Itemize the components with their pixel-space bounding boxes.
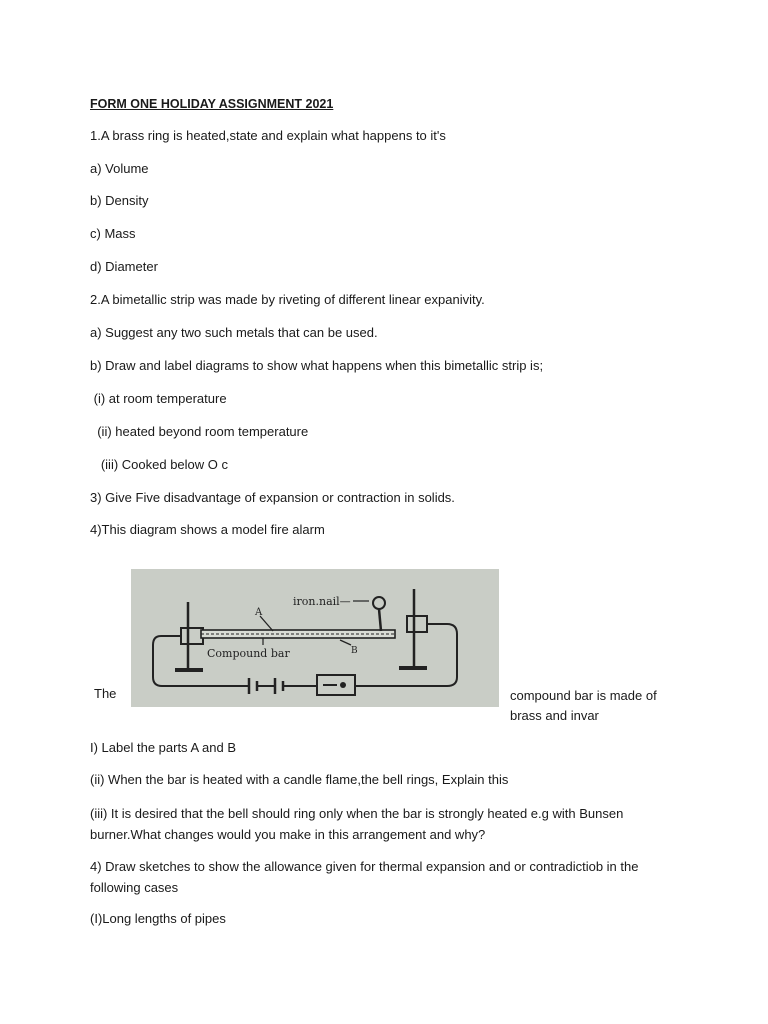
right-clamp: [407, 616, 427, 632]
question-2b-ii: (ii) heated beyond room temperature: [90, 424, 309, 439]
question-1b: b) Density: [90, 193, 149, 208]
bell-gong: [340, 682, 346, 688]
label-a: A: [255, 607, 263, 618]
question-4: 4)This diagram shows a model fire alarm: [90, 522, 325, 537]
pointer-a-line: [260, 616, 273, 631]
question-1: 1.A brass ring is heated,state and explain what happens to it's: [90, 128, 446, 143]
question-1d: d) Diameter: [90, 259, 158, 274]
question-4-iii: (iii) It is desired that the bell should ring only when the bar is strongly heated e.g with Bunsen burner.What changes would you make in this arrangement and why?: [90, 806, 624, 842]
page-title: FORM ONE HOLIDAY ASSIGNMENT 2021: [90, 97, 334, 111]
question-5-i: (I)Long lengths of pipes: [90, 911, 226, 926]
question-2a: a) Suggest any two such metals that can be used.: [90, 325, 378, 340]
pointer-b-line: [340, 640, 351, 645]
question-4-ii: (ii) When the bar is heated with a candle flame,the bell rings, Explain this: [90, 772, 509, 787]
question-2: 2.A bimetallic strip was made by riveting of different linear expanivity.: [90, 292, 485, 307]
nail-head: [373, 597, 385, 609]
label-iron-nail: iron.nail—: [293, 595, 351, 608]
question-4-i: I) Label the parts A and B: [90, 740, 236, 755]
figure-caption-start: The: [94, 686, 117, 701]
question-1a: a) Volume: [90, 161, 149, 176]
label-b: B: [351, 646, 358, 656]
fire-alarm-diagram: [131, 569, 499, 707]
fire-alarm-diagram-svg: [131, 569, 499, 707]
question-5: 4) Draw sketches to show the allowance given for thermal expansion and or contradictiob in the following cases: [90, 859, 639, 895]
question-2b-iii: (iii) Cooked below O c: [90, 457, 228, 472]
question-2b: b) Draw and label diagrams to show what happens when this bimetallic strip is;: [90, 358, 544, 373]
figure-caption-end: compound bar is made of brass and invar: [510, 688, 657, 723]
question-3: 3) Give Five disadvantage of expansion or contraction in solids.: [90, 490, 455, 505]
left-clamp: [181, 628, 203, 644]
iron-nail-shaft: [379, 609, 381, 631]
question-1c: c) Mass: [90, 226, 136, 241]
question-2b-i: (i) at room temperature: [90, 391, 227, 406]
label-compound-bar: Compound bar: [207, 647, 290, 660]
